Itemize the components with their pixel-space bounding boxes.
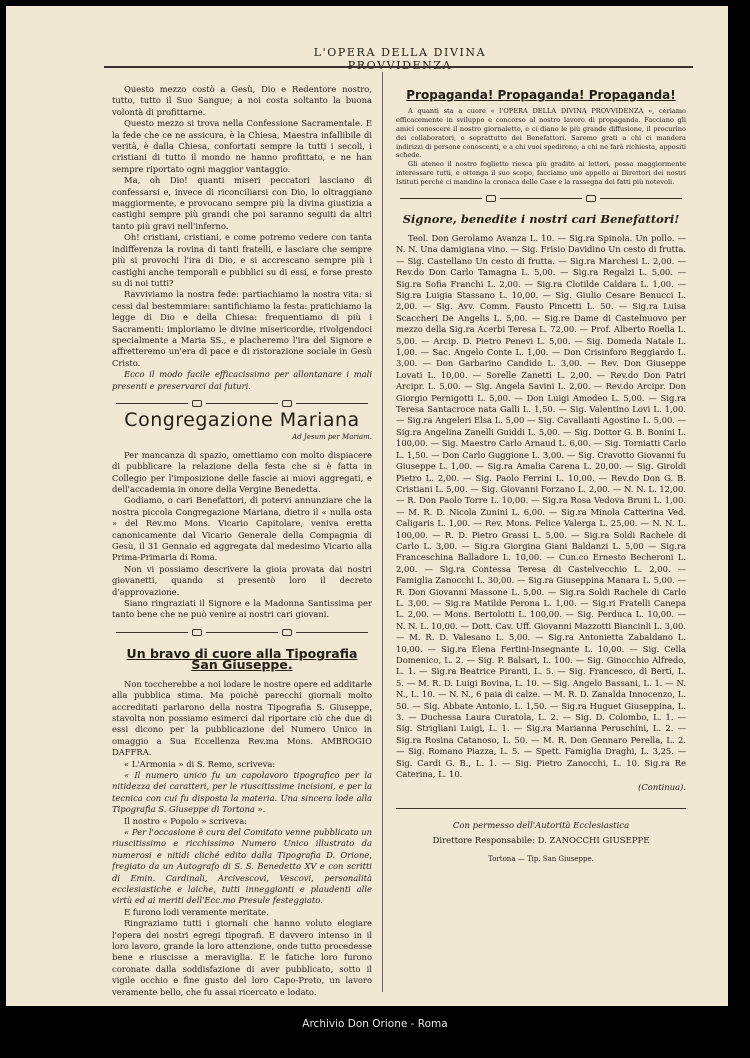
benefattori-list: Teol. Don Gerolamo Avanza L. 10. — Sig.ra Spinola. Un pollo. — N. N. Una damigiana vino. — Sig. Frisio Davidino Un cesto di frutta. — Sig. Castellano Un cesto di frutta. — Sig.ra Marchesi L. 2,00. — Rev.do Don Carlo Tamagna L. 5,00. — Sig.ra Regalzi L. 5,00. — Sig.ra Sofia Franchi L. 2,00. — Sig.ra Clotilde Caldara L. 1,00. — Sig.ra Luigia Stassano L. 10,00. — Sig. Giulio Cesare Benucci L. 2,00. — Sig. Avv. Comm. Fausto Pincetti L. 50. — Sig.ra Luisa Scaccheri De Angelis L. 5,00. — Sig.re Dame di Castelnuovo per mezzo della Sig.ra Acerbi Teresa L. 72,00. — Prof. Alberto Roella L. 5,00. — Arcip. D. Pietro Penevi L. 5,00. — Sig. Domeda Natale L. 1,00. — Sac. Angelo Conte L. 1,00. — Don Crisinforo Reggiardo L. 3,00. — Don Garbarino Candido L. 3,00. — Rev. Don Giuseppe Lovati L. 10,00. — Sorelle Zanetti L. 2,00. — Rev.do Don Patri Arcipr. L. 5,00. — Sig. Angela Savini L. 2,00. — Rev.do Arcipr. Don Giorgio Pernigotti L. 5,00. — Don Luigi Amodeo L. 5,00. — Sig.ra Teresa Santacroce nata Galli L. 1,50. — Sig. Valentino Lovi L. 1,00. — Sig.ra Angeleri Elsa L. 5,00 — Sig. Cavallanti Agostino L. 5,00. — Sig.ra Angelina Zanelli Guiddi L. 5,00. — Sig. Dottor G. B. Bonini L. 100,00. — Sig. Maestro Carlo Arnaud L. 6,00. — Sig. Torniatti Carlo L. 1,50. — Don Carlo Guggione L. 3,00. — Sig. Cravotto Giovanni fu Giuseppe L. 1,00. — Sig.ra Amalia Carena L. 20,00. — Sig. Giroldi Pietro L. 2,00. — Sig. Paolo Ferrini L. 10,00. — Rev.do Don G. B. Cristiani L. 5,00. — Sig. Giovanni Forzano L. 2,00. — N. N. L. 12,00. — R. Don Paolo Torre L. 10,00. — Sig.ra Rosa Vedova Bruni L. 1,00. — M. R. D. Nicola Zunini L. 6,00. — Sig.ra Minola Catterina Ved. Caligaris L. 1,00. — Rev. Mons. Felice Valerga L. 25,00. — N. N. L. 100,00. — R. D. Pietro Grassi L. 5,00. — Sig.ra Soldi Rachele di Carlo L. 3,00. — Sig.ra Giorgina Giani Baldanzi L. 5,00 — Sig.ra Franceschina Balladore L. 10,00. — Cun.co Ernesto Becheroni L. 2,00. — Sig.ra Contessa Teresa di Castelvecchio L. 2,00. — Famiglia Zanocchi L. 30,00. — Sig.ra Giuseppina Manara L. 5,00. — R. Don Giovanni Massone L. 5,00. — Sig.ra Soldi Rachele di Carlo L. 3,00. — Sig.ra Matilde Perona L. 1,00. — Sig.ri Fratelli Canepa L. 2,00. — Mons. Bertolotti L. 100,00. — Sig. Perduca L. 10,00. — N. N. L. 10,00. — Dott. Cav. Uff. Giovanni Mazzotti Biancinli L. 3,00. — M. R. D. Valesano L. 5,00. — Sig.ra Antonietta Zabaldano L. 10,00. — Sig.ra Elena Fertini-Insegnante L. 10,00. — Sig. Cella Domenico, L. 2. — Sig. P. Balsari, L. 100. — Sig. Ginocchio Alfredo, L. 1. — Sig.ra Beatrice Piranti, L. 5. — Sig. Francesco, di Berti, L. 5. — M. R. D. Luigi Bovina, L. 10. — Sig. Angelo Bassani, L. 1. — N. N., L. 10. — N. N., 6 paia di calze. — M. R. D. Zanalda Innocenzo, L. 50. — Sig. Abbate Antonio, L. 1,50. — Sig.ra Huguet Giuseppina, L. 3. — Duchessa Laura Curatola, L. 2. — Sig. D. Colombo, L. 1. — Sig. Strigliani Luigi, L. 1. — Sig.ra Marianna Peruschini, L. 2. — Sig.ra Rosina Catanoso, L. 50. — M. R. Don Gennaro Perella, L. 2. — Sig. Romano Piazza, L. 5. — Spett. Famiglia Draghi, L. 3,25. — Sig. Cardi G. B., L. 1. — Sig. Pietro Zanocchi, L. 10. Sig.ra Re Caterina, L. 10. xyxy=(396,232,686,780)
bravo-paragraph-3: Il nostro « Popolo » scriveva: xyxy=(124,815,248,826)
intro-paragraph-6: Ecco il modo facile efficacissimo per allontanare i mali presenti e preservarci dai futuri. xyxy=(112,369,372,391)
intro-paragraph-2: Questo mezzo si trova nella Confessione Sacramentale. E la fede che ce ne assicura, è la Chiesa, Maestra infallibile di verità, è dalla Chiesa, confortati sempre la tutti i secoli, i cristiani di tutto il mondo ne hanno profittato, e ne han sempre riportato ogni maggior vantaggio. xyxy=(112,118,372,174)
ecclesiastical-permission: Con permesso dell'Autorità Ecclesiastica xyxy=(452,820,630,831)
bravo-quote-2: « Per l'occasione è cura del Comitato venne pubblicato un riuscitissimo e ricchissimo Numero Unico illustrato da numerosi e nitidi cliché edito dalla Tipografia D. Orione, fregiato da un Autografo di S. S. Benedetto XV e con scritti di Emin. Cardinali, Arcivescovi, Vescovi, personalità ecclesiastiche e laiche, tutti inneggianti e plaudenti alle virtù ed ai meriti dell'Ecc.mo Presule festeggiato. xyxy=(112,826,372,906)
cong-paragraph-4: Siano ringraziati il Signore e la Madonna Santissima per tanto bene che ne può venire ai nostri cari giovani. xyxy=(112,598,372,620)
cong-paragraph-2: Godiamo, o cari Benefattori, di potervi annunziare che la nostra piccola Congregazione Mariana, dietro il « nulla osta » del Rev.mo Mons. Vicario Capitolare, veniva eretta canonicamente dal Vicario Generale della Compagnia di Gesù, il 31 Gennaio ed aggregata dal medesimo Vicario alla Prima-Primaria di Roma. xyxy=(112,495,372,563)
bravo-paragraph-5: Ringraziamo tutti i giornali che hanno voluto elogiare l'opera dei nostri egregi tipografi. E davvero intenso in il loro lavoro, grande la loro attenzione, onde tutto procedesse bene e riuscisse a meraviglia. E le fatiche loro furono coronate dalla soddisfazione di aver pubblicato, sotto il vigile occhio e fine gusto del loro Capo-Proto, un lavoro veramente bello, che fu assai ricercato e lodato. xyxy=(112,918,372,997)
bravo-paragraph-2: « L'Armonia » di S. Remo, scriveva: xyxy=(124,758,276,769)
continua-note: (Continua). xyxy=(638,782,686,793)
ornament-divider xyxy=(396,195,686,202)
header-rule xyxy=(104,66,693,68)
congregazione-title: Congregazione Mariana xyxy=(124,408,360,431)
propaganda-paragraph-1: A quanti sta a cuore « l'OPERA DELLA DIVINA PROVVIDENZA », ceriamo efficacemente in sviluppo e concorso al nostro lavoro di propaganda. Facciano gli amici conoscere il nostro giornaletto, e ci diano le più grande diffusione, il procurino dei collaboratori, e soprattutto dei Benefattori. Saremo grati a chi ci mandera indirizzi di persone conoscenti, e a chi vuoi spedirono, a chi ne farà richiesta, appositi schede. xyxy=(396,107,686,160)
ornament-divider xyxy=(112,400,372,407)
congregazione-motto: Ad Jesum per Mariam. xyxy=(292,433,372,442)
intro-paragraph-1: Questo mezzo costò a Gesù, Dio e Redentore nostro, tutto, tutto il Suo Sangue; a noi costa soltanto la buona volontà di profittarne. xyxy=(112,84,372,117)
archive-caption: Archivio Don Orione - Roma xyxy=(302,1018,448,1030)
printer-line: Tortona — Tip. San Giuseppe. xyxy=(488,854,594,863)
bravo-paragraph-4: E furono lodi veramente meritate. xyxy=(124,906,269,917)
propaganda-paragraph-2: Gli ateneo il nostro foglietto riesca più gradito ai lettori, possa maggiormente interessare tutti, e ottenga il suo scopo, facciamo uno appello ai Direttori dei nostri Istituti perchè ci mandino la cronaca delle Case e la rassegna dei fatti più notevoli. xyxy=(396,160,686,186)
running-header: L'OPERA DELLA DIVINA PROVVIDENZA xyxy=(313,46,487,72)
propaganda-title: Propaganda! Propaganda! Propaganda! xyxy=(406,88,676,102)
ornament-divider xyxy=(112,629,372,636)
bravo-paragraph-1: Non toccherebbe a noi lodare le nostre opere ed additarle alla pubblica stima. Ma poichè parecchi giornali molto accreditati parlarono della nostra Tipografia S. Giuseppe, stavolta non possiamo esimerci dal riportare ciò che due di essi dicono per la pubblicazione del Numero Unico in omaggio a Sua Eccellenza Rev.ma Mons. AMBROGIO DAFFRA. xyxy=(112,678,372,758)
bravo-quote-1: « Il numero unico fu un capolavoro tipografico per la nitidezza dei caratteri, per le riuscitissime incisioni, e per la tecnica con cui fu disposta la materia. Una sincera lode alla Tipografia S. Giuseppe di Tortona ». xyxy=(112,769,372,815)
intro-paragraph-4: Oh! cristiani, cristiani, e come potremo vedere con tanta indifferenza la rovina di tanti fratelli, e lasciare che sempre più si provochi l'ira di Dio, e si accrescano sempre più i castighi anche temporali e pubblici su di essi, e forse presto su di noi tutti? xyxy=(112,232,372,288)
newspaper-page xyxy=(6,6,728,1006)
cong-paragraph-3: Non vi possiamo descrivere la gioia provata dai nostri giovanetti, quando si presentò loro il decreto d'approvazione. xyxy=(112,563,372,597)
responsible-director: Direttore Responsabile: D. ZANOCCHI GIUSEPPE xyxy=(432,836,650,847)
left-column xyxy=(112,84,372,1004)
benefattori-title: Signore, benedite i nostri cari Benefattori! xyxy=(402,211,680,226)
tipografia-title: Un bravo di cuore alla Tipografia San Giuseppe. xyxy=(126,645,358,673)
colophon-rule xyxy=(396,808,686,809)
right-column xyxy=(396,84,686,1004)
cong-paragraph-1: Per mancanza di spazio, omettiamo con molto dispiacere di pubblicare la relazione della festa che si è fatta in Collegio per l'imposizione delle fascie ai nuovi aggregati, e dell'accademia in onore della Vergine Benedetta. xyxy=(112,449,372,494)
intro-paragraph-5: Ravviviamo la nostra fede: partiachiamo la nostra vita: si cessi dal bestemmiare: santifichiamo la festa: pratichiamo la legge di Dio e della Chiesa: frequentiamo di più i Sacramenti: imploriamo le divine misericordie, rivolgendoci specialmente a Maria SS., e placheremo l'ira del Signore e affretteremo un'era di pace e di ristorazione sociale in Gesù Cristo. xyxy=(112,289,372,368)
intro-paragraph-3: Ma, oh Dio! quanti miseri peccatori lasciano di confessarsi e, invece di riconciliarsi con Dio, lo oltraggiano maggiormente, e provocano sempre più la divina giustizia a castighi sempre più grandi che poi saranno seguiti da altri tanto più gravi nell'inferno. xyxy=(112,175,372,231)
column-divider xyxy=(382,72,383,992)
